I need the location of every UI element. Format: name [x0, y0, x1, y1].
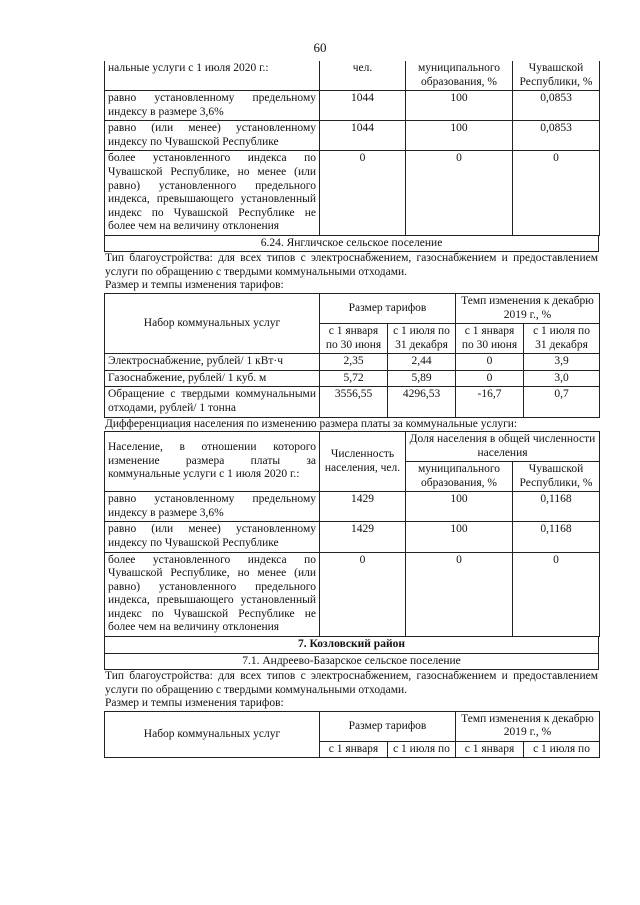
header-republic-share: Чувашской Республики, %	[513, 462, 600, 492]
table-row	[105, 387, 600, 417]
header-period: с 1 июля по	[524, 741, 600, 758]
table-row	[105, 492, 600, 522]
row-republic-share: 0,0853	[513, 121, 600, 151]
tariff-table	[104, 711, 600, 759]
improvement-type-text: Тип благоустройства: для всех типов с электроснабжением, газоснабжением и предоставлением услуги по обращению с твердыми коммунальными отходами.	[105, 670, 598, 696]
row-label: равно установленному предельному индексу в размере 3,6%	[105, 492, 320, 522]
improvement-type-text: Тип благоустройства: для всех типов с электроснабжением, газоснабжением и предоставлением услуги по обращению с твердыми коммунальными отходами.	[105, 252, 598, 278]
header-period: с 1 июля по	[388, 741, 456, 758]
header-population: Население, в отношении которого изменение размера платы за коммунальные услуги с 1 июля 2020 г.:	[105, 432, 320, 492]
table-header-row	[105, 432, 600, 462]
row-value: 0,7	[524, 387, 600, 417]
settlement-heading: 6.24. Янгличское сельское поселение	[104, 236, 599, 253]
header-change-rate: Темп изменения к декабрю 2019 г., %	[456, 711, 600, 741]
header-period: с 1 января	[456, 741, 524, 758]
population-differentiation-table	[104, 431, 600, 637]
row-count: 1429	[320, 492, 406, 522]
row-service: Обращение с твердыми коммунальными отходами, рублей/ 1 тонна	[105, 387, 320, 417]
table-row	[105, 522, 600, 552]
row-municipal-share: 0	[406, 552, 513, 636]
table-header-row	[105, 711, 600, 741]
row-count: 1044	[320, 121, 406, 151]
header-period: с 1 июля по 31 декабря	[388, 324, 456, 354]
row-value: 3,9	[524, 354, 600, 371]
table-header-row	[105, 294, 600, 324]
row-value: 5,89	[388, 370, 456, 387]
row-value: 2,44	[388, 354, 456, 371]
tariff-table	[104, 293, 600, 418]
header-republic-share: Чувашской Республики, %	[513, 61, 600, 91]
row-count: 1429	[320, 522, 406, 552]
row-service: Электроснабжение, рублей/ 1 кВт·ч	[105, 354, 320, 371]
differentiation-caption: Дифференциация населения по изменению размера платы за коммунальные услуги:	[105, 417, 518, 430]
page-content	[104, 61, 599, 758]
row-label: равно установленному предельному индексу в размере 3,6%	[105, 91, 320, 121]
tariff-table-caption: Размер и темпы изменения тарифов:	[105, 279, 284, 292]
row-municipal-share: 100	[406, 522, 513, 552]
table-row	[105, 552, 600, 636]
header-count: Численность населения, чел.	[320, 432, 406, 492]
header-tariff-size: Размер тарифов	[320, 711, 456, 741]
row-value: -16,7	[456, 387, 524, 417]
row-municipal-share: 100	[406, 121, 513, 151]
header-services: Набор коммунальных услуг	[105, 294, 320, 354]
row-municipal-share: 100	[406, 492, 513, 522]
row-value: 3556,55	[320, 387, 388, 417]
header-count: чел.	[320, 61, 406, 91]
table-row	[105, 91, 600, 121]
row-value: 0	[456, 370, 524, 387]
header-period: с 1 января по 30 июня	[320, 324, 388, 354]
table-row	[105, 354, 600, 371]
header-period: с 1 июля по 31 декабря	[524, 324, 600, 354]
header-period: с 1 января	[320, 741, 388, 758]
row-service: Газоснабжение, рублей/ 1 куб. м	[105, 370, 320, 387]
header-change-rate: Темп изменения к декабрю 2019 г., %	[456, 294, 600, 324]
row-count: 1044	[320, 91, 406, 121]
row-count: 0	[320, 151, 406, 235]
row-label: равно (или менее) установленному индексу по Чувашской Республике	[105, 121, 320, 151]
table-row	[105, 151, 600, 235]
table-header-row	[105, 61, 600, 91]
row-label: более установленного индекса по Чувашской Республике, но менее (или равно) установленного предельного индекса, превышающего установленный индекс по Чувашской Республике не более чем на величину отклонения	[105, 552, 320, 636]
header-services: Набор коммунальных услуг	[105, 711, 320, 758]
header-municipal-share: муниципального образования, %	[406, 61, 513, 91]
header-municipal-share: муниципального образования, %	[406, 462, 513, 492]
row-count: 0	[320, 552, 406, 636]
row-value: 3,0	[524, 370, 600, 387]
table-row	[105, 121, 600, 151]
row-value: 0	[456, 354, 524, 371]
row-value: 5,72	[320, 370, 388, 387]
row-value: 4296,53	[388, 387, 456, 417]
row-republic-share: 0,1168	[513, 492, 600, 522]
row-municipal-share: 100	[406, 91, 513, 121]
settlement-heading: 7.1. Андреево-Базарское сельское поселение	[104, 654, 599, 671]
header-share: Доля населения в общей численности населения	[406, 432, 600, 462]
row-republic-share: 0	[513, 151, 600, 235]
row-republic-share: 0,1168	[513, 522, 600, 552]
header-tariff-size: Размер тарифов	[320, 294, 456, 324]
district-heading: 7. Козловский район	[104, 637, 599, 654]
row-municipal-share: 0	[406, 151, 513, 235]
row-republic-share: 0	[513, 552, 600, 636]
row-label: более установленного индекса по Чувашской Республике, но менее (или равно) установленного предельного индекса, превышающего установленный индекс по Чувашской Республике не более чем на величину отклонения	[105, 151, 320, 235]
tariff-table-caption: Размер и темпы изменения тарифов:	[105, 697, 284, 710]
table-row	[105, 370, 600, 387]
header-population: нальные услуги с 1 июля 2020 г.:	[105, 61, 320, 91]
row-value: 2,35	[320, 354, 388, 371]
row-label: равно (или менее) установленному индексу по Чувашской Республике	[105, 522, 320, 552]
row-republic-share: 0,0853	[513, 91, 600, 121]
header-period: с 1 января по 30 июня	[456, 324, 524, 354]
population-differentiation-table-continued	[104, 61, 600, 236]
page-number: 60	[313, 40, 327, 55]
